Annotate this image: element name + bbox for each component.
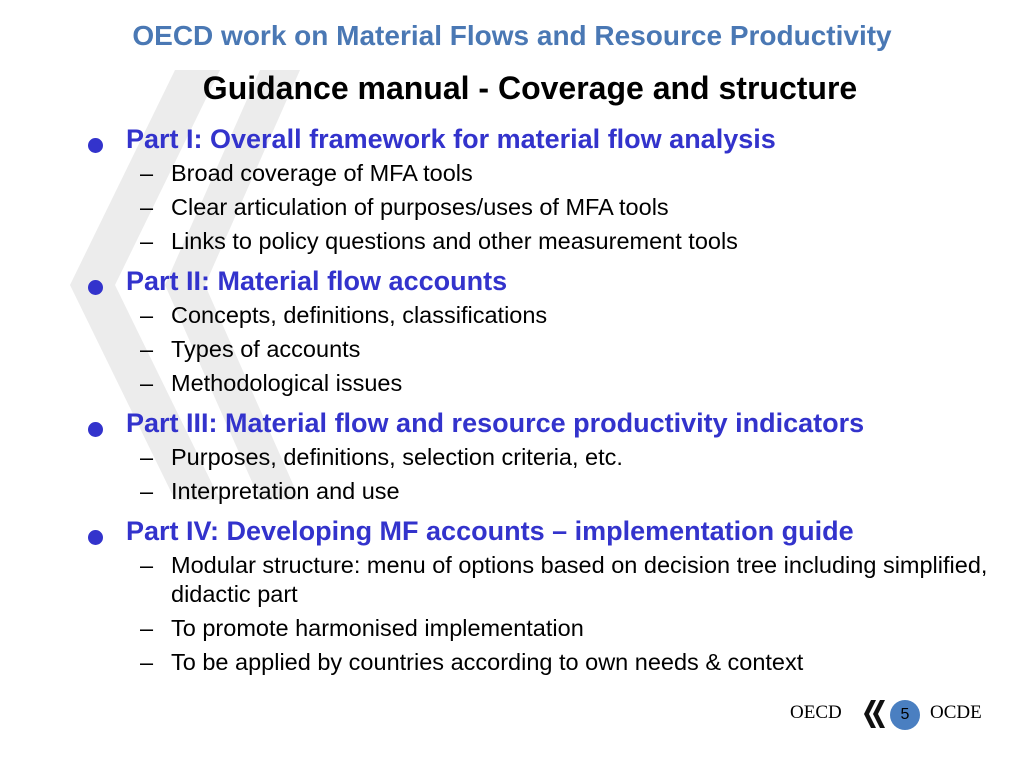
dash-icon: –	[140, 160, 154, 186]
section-heading	[80, 514, 1010, 548]
page-number: 5	[890, 700, 920, 730]
section-heading	[80, 122, 1010, 156]
footer	[790, 698, 1000, 732]
list-item	[80, 645, 1010, 679]
list-item-text: Purposes, definitions, selection criteria, etc.	[171, 444, 623, 470]
dash-icon: –	[140, 194, 154, 220]
list-item-text: Methodological issues	[171, 370, 403, 396]
bullet-dot-icon	[88, 138, 103, 153]
list-item-text: Links to policy questions and other measurement tools	[171, 228, 738, 254]
list-item	[80, 156, 1010, 190]
list-item	[80, 224, 1010, 258]
section-part-4	[80, 514, 1010, 679]
list-item	[80, 474, 1010, 508]
dash-icon: –	[140, 615, 154, 641]
section-part-3	[80, 406, 1010, 508]
sub-list	[80, 440, 1010, 508]
list-item-text: Concepts, definitions, classifications	[171, 302, 548, 328]
section-heading	[80, 406, 1010, 440]
section-heading-text: Part IV: Developing MF accounts – implementation guide	[126, 516, 854, 546]
content-list	[80, 122, 1010, 685]
sub-list	[80, 298, 1010, 400]
dash-icon: –	[140, 444, 154, 470]
list-item-text: Broad coverage of MFA tools	[171, 160, 473, 186]
footer-oecd-text: OECD	[790, 702, 842, 723]
list-item	[80, 298, 1010, 332]
dash-icon: –	[140, 649, 154, 675]
bullet-dot-icon	[88, 422, 103, 437]
sub-list	[80, 548, 1010, 679]
dash-icon: –	[140, 228, 154, 254]
dash-icon: –	[140, 302, 154, 328]
list-item-text: To be applied by countries according to own needs & context	[171, 649, 804, 675]
list-item-text: To promote harmonised implementation	[171, 615, 584, 641]
section-heading-text: Part II: Material flow accounts	[126, 266, 508, 296]
section-heading-text: Part III: Material flow and resource productivity indicators	[126, 408, 865, 438]
bullet-dot-icon	[88, 280, 103, 295]
section-part-2	[80, 264, 1010, 400]
section-heading	[80, 264, 1010, 298]
list-item-text: Modular structure: menu of options based on decision tree including simplified, didactic part	[171, 552, 988, 607]
dash-icon: –	[140, 552, 154, 578]
list-item	[80, 190, 1010, 224]
list-item-text: Interpretation and use	[171, 478, 400, 504]
dash-icon: –	[140, 478, 154, 504]
list-item	[80, 366, 1010, 400]
list-item	[80, 440, 1010, 474]
list-item-text: Clear articulation of purposes/uses of MFA tools	[171, 194, 669, 220]
list-item	[80, 548, 1010, 611]
list-item-text: Types of accounts	[171, 336, 361, 362]
slide-title: Guidance manual - Coverage and structure	[202, 70, 858, 106]
header-title: OECD work on Material Flows and Resource Productivity	[132, 20, 892, 51]
section-heading-text: Part I: Overall framework for material flow analysis	[126, 124, 776, 154]
list-item	[80, 611, 1010, 645]
dash-icon: –	[140, 336, 154, 362]
bullet-dot-icon	[88, 530, 103, 545]
section-part-1	[80, 122, 1010, 258]
dash-icon: –	[140, 370, 154, 396]
footer-ocde-text: OCDE	[930, 702, 982, 723]
list-item	[80, 332, 1010, 366]
sub-list	[80, 156, 1010, 258]
